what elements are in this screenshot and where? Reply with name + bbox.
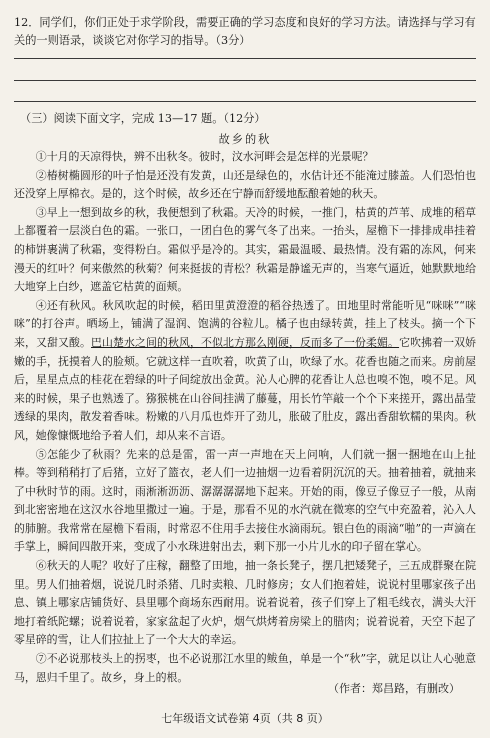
paragraph-5: ⑤怎能少了秋雨？先来的总是雷，雷一声一声地在天上问响，人们就一捆一捆地在山上扯棒。等到稍稍打了后猪，立好了篮衣，老人们一边抽烟一边看着阴沉沉的天。抽着抽着，就抽来了中秋时节的雨。这时，雨淅淅沥沥、潺潺潺潺地下起来。开始的雨，像豆子像豆子一般，从南到北密密地在这汉水谷地里撒过一遍。于是，那看不见的水汽就在微寒的空气中充盈着，沁入人的肺腑。我常常在屋檐下看雨，时常忍不住用手去接住水滴雨玩。银白色的雨滴“啪”的一声滴在手掌上，瞬间四散开来，变成了小水珠进射出去，剩下那一小片儿水的印子留在掌心。 <box>14 447 476 554</box>
paragraph-4-text-b: 它吹拂着一双娇嫩的手，抚摸着人的脸颊。它就这样一直吹着，吹黄了山，吹绿了水。花香也随之而来。房前屋后，星星点点的桂花在碧绿的叶子间绽放出金黄。沁人心脾的花香让人总也嗅不饱，嗅不足。风来的时候，果子也熟透了。猕猴桃在山谷间挂满了藤蔓，用长竹竿敲一个个下来搓开，露出晶莹透绿的果肉，散发着香味。粉嫩的八月瓜也炸开了劲儿，胀破了肚皮，露出香甜软糯的果肉。秋风，她像慷慨地给予着人们，却从来不言语。 <box>14 335 476 442</box>
paragraph-3: ③早上一想到故乡的秋，我便想到了秋霜。天冷的时候，一推门，枯黄的芦苇、成堆的稻草上都覆着一层淡白色的霜。一张口，一团白色的雾气冬了出来。一抬头，屋檐下一排排成串挂着的柿饼裹满了秋霜，变得粉白。霜似乎是冷的。其实，霜最温暖、最热情。没有霜的冻风，何来漫天的红叶？何来傲然的秋菊？何来挺拔的青松？秋霜是静谧无声的，当寒气逼近，她默默地给大地穿上白纱，遮盖它枯黄的面颊。 <box>14 205 476 294</box>
paragraph-6: ⑥秋天的人呢？收好了庄稼，翻整了田地，抽一条长凳子，摆几把矮凳子，三五成群聚在院里。男人们抽着烟，说说几时杀猪、几时卖粮、几时修房；女人们抱着娃，说说村里哪家孩子出息、镇上哪家店铺货好、县里哪个商场东西耐用。说着说着，孩子们穿上了粗毛线衣，满头大汗地打着纸陀螺；说着说着，家家盆起了火炉，烟气烘烤着房梁上的腊肉；说着说着，天空下起了零星碎的雪，让人们拉扯上了一个大大的幸运。 <box>14 559 476 647</box>
paragraph-2: ②椿树椭圆形的叶子怕是还没有发黄，山还是绿色的，水估计还不能淹过膝盖。人们恐怕也还没穿上厚棉衣。是的，这个时候，故乡还在宁静而舒缓地酝酿着她的秋天。 <box>14 168 476 201</box>
passage-title: 故乡的秋 <box>218 133 272 146</box>
passage-body <box>14 148 476 687</box>
answer-line-3 <box>14 101 476 102</box>
author-credit: （作者：郑昌路，有删改） <box>328 682 460 695</box>
paragraph-4-text-a: ④还有秋风。秋风吹起的时候，稻田里黄澄澄的稻谷热透了。田地里时常能听见“咪咪”“咪咪”的打谷声。晒场上，铺满了湿润、饱满的谷粒儿。橘子也由绿转黄，挂上了枝头。摘一个下来，又甜又酸。 <box>14 298 476 349</box>
paragraph-1: ①十月的天凉得快，辨不出秋冬。彼时，汶水河畔会是怎样的光景呢？ <box>35 150 374 163</box>
paragraph-4 <box>14 297 476 446</box>
answer-line-2 <box>14 80 476 81</box>
question-12: 12．同学们，你们正处于求学阶段，需要正确的学习态度和良好的学习方法。请选择与学习有关的一则语录，谈谈它对你学习的指导。（3分） <box>14 16 476 47</box>
paragraph-7: ⑦不必说那枝头上的拐枣，也不必说那江水里的鲅鱼，单是一个“秋”字，就足以让人心驰意马，恩归千里了。故乡，身上的根。 <box>14 652 476 684</box>
underlined-sentence: 巴山楚水之间的秋风，不似北方那么刚硬，反而多了一份柔媚。 <box>91 335 400 349</box>
section-heading: （三）阅读下面文字，完成 13—17 题。（12分） <box>20 112 266 125</box>
answer-line-1 <box>14 58 476 59</box>
page-footer: 七年级语文试卷第 4页（共 8 页） <box>161 712 329 725</box>
